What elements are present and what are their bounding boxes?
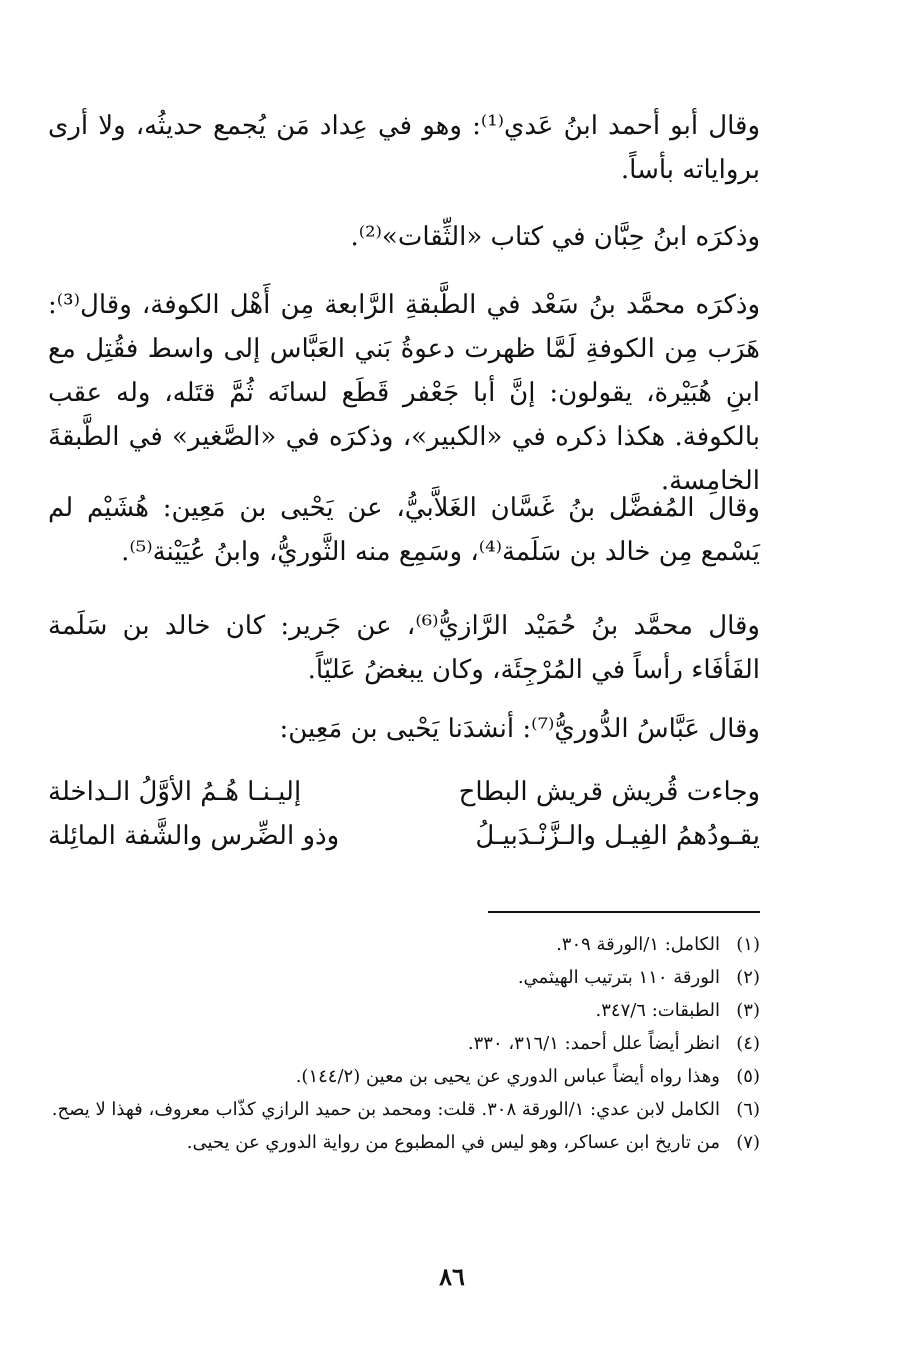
poem-hemistich-second: إليـنـا هُـمُ الأوَّلُ الـداخلة (48, 777, 302, 807)
footnote (48, 1029, 760, 1059)
footnote (48, 930, 760, 960)
footnote-text: الطبقات: ٣٤٧/٦. (595, 1000, 720, 1021)
footnotes (48, 930, 760, 1161)
footnote-divider (488, 911, 760, 913)
poem-line (48, 814, 760, 858)
poem-line (48, 770, 760, 814)
footnote-number: (٦) (736, 1099, 760, 1120)
poem-hemistich-first: يقـودُهمُ الفِيـل والـزَّنْـدَبيـلُ (475, 821, 760, 851)
footnote (48, 1062, 760, 1092)
poem (48, 770, 760, 858)
footnote-number: (٥) (736, 1066, 760, 1087)
footnote-text: الورقة ١١٠ بترتيب الهيثمي. (517, 967, 720, 988)
verse-intro: وقال عَبَّاسُ الدُّوريُّ⁽⁷⁾: أنشدَنا يَحْيى بن مَعِين: (279, 714, 760, 744)
paragraph-ibn-hibban: وذكرَه ابنُ حِبَّان في كتاب «الثِّقات»⁽²⁾. (350, 222, 760, 252)
footnote-text: الكامل لابن عدي: ١/الورقة ٣٠٨. قلت: ومحمد بن حميد الرازي كذّاب معروف، فهذا لا يصح. (51, 1099, 720, 1120)
page-number: ٨٦ (439, 1262, 465, 1291)
poem-hemistich-second: وذو الضِّرس والشَّفة المائِلة (48, 821, 340, 851)
footnote-number: (٤) (736, 1033, 760, 1054)
footnote (48, 963, 760, 993)
footnote-text: وهذا رواه أيضاً عباس الدوري عن يحيى بن معين (١٤٤/٢). (295, 1066, 720, 1087)
footnote-number: (٣) (736, 1000, 760, 1021)
poem-hemistich-first: وجاءت قُريش قريش البطاح (458, 777, 760, 807)
footnote (48, 1128, 760, 1158)
footnote (48, 996, 760, 1026)
footnote-text: الكامل: ١/الورقة ٣٠٩. (556, 934, 720, 955)
footnote-text: من تاريخ ابن عساكر، وهو ليس في المطبوع من رواية الدوري عن يحيى. (186, 1132, 720, 1153)
footnote (48, 1095, 760, 1125)
paragraph-ibn-sad: وذكرَه محمَّد بنُ سَعْد في الطَّبقةِ الرَّابعة مِن أَهْل الكوفة، وقال⁽³⁾: هَرَب مِن الكوفةِ لَمَّا ظهرت دعوةُ بَني العَبَّاس إلى واسط فقُتِل مع ابنِ هُبَيْرة، يقولون: إنَّ أبا جَعْفر قَطَع لسانَه ثُمَّ قتَله، وله عقب بالكوفة. هكذا ذكره في «الكبير»، وذكرَه في «الصَّغير» في الطَّبقةَ الخامِسة. (48, 290, 760, 496)
footnote-text: انظر أيضاً علل أحمد: ٣١٦/١، ٣٣٠. (467, 1033, 720, 1054)
footnote-number: (٧) (736, 1132, 760, 1153)
paragraph-ibn-adi: وقال أبو أحمد ابنُ عَدي⁽¹⁾: وهو في عِداد مَن يُجمع حديثُه، ولا أرى برواياته بأساً. (48, 111, 760, 185)
paragraph-ibn-humayd: وقال محمَّد بنُ حُمَيْد الرَّازيُّ⁽⁶⁾، عن جَرير: كان خالد بن سَلَمة الفَأفَاء رأساً في المُرْجِئَة، وكان يبغضُ عَليّاً. (48, 611, 760, 685)
footnote-number: (٢) (736, 967, 760, 988)
paragraph-mufaddal: وقال المُفضَّل بنُ غَسَّان الغَلاَّبيُّ، عن يَحْيى بن مَعِين: هُشَيْم لم يَسْمع مِن خالد بن سَلَمة⁽⁴⁾، وسَمِع منه الثَّوريُّ، وابنُ عُيَيْنة⁽⁵⁾. (48, 493, 760, 567)
footnote-number: (١) (736, 934, 760, 955)
